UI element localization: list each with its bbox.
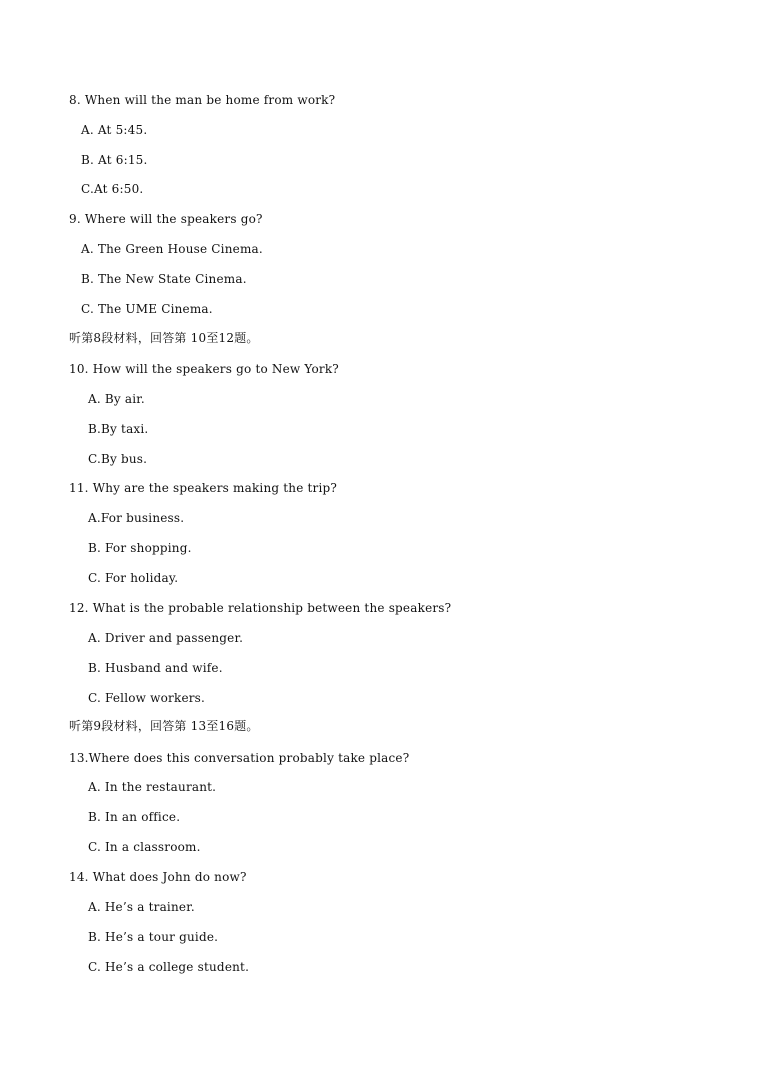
- question-12-option-c: C. Fellow workers.: [88, 691, 206, 705]
- question-14-option-c: C. He’s a college student.: [88, 960, 250, 974]
- question-11-option-c: C. For holiday.: [88, 571, 179, 585]
- question-10-option-b: B.By taxi.: [88, 422, 149, 436]
- question-9-option-a: A. The Green House Cinema.: [81, 242, 263, 256]
- question-8-option-b: B. At 6:15.: [81, 153, 148, 167]
- question-11: 11. Why are the speakers making the trip?: [69, 481, 338, 495]
- section-9-instruction: 听第9段材料，回答第 13至16题。: [69, 719, 259, 733]
- question-8-option-c: C.At 6:50.: [81, 182, 144, 196]
- question-12: 12. What is the probable relationship between the speakers?: [69, 601, 452, 615]
- question-8: 8. When will the man be home from work?: [69, 93, 336, 107]
- question-9-option-c: C. The UME Cinema.: [81, 302, 213, 316]
- question-11-option-a: A.For business.: [88, 511, 185, 525]
- question-9-option-b: B. The New State Cinema.: [81, 272, 247, 286]
- question-14: 14. What does John do now?: [69, 870, 247, 884]
- question-13: 13.Where does this conversation probably take place?: [69, 751, 410, 765]
- question-10-option-a: A. By air.: [88, 392, 145, 406]
- question-10: 10. How will the speakers go to New York?: [69, 362, 339, 376]
- question-12-option-b: B. Husband and wife.: [88, 661, 223, 675]
- question-13-option-b: B. In an office.: [88, 810, 181, 824]
- question-14-option-a: A. He’s a trainer.: [88, 900, 195, 914]
- question-12-option-a: A. Driver and passenger.: [88, 631, 244, 645]
- question-8-option-a: A. At 5:45.: [81, 123, 148, 137]
- question-9: 9. Where will the speakers go?: [69, 212, 263, 226]
- section-8-instruction: 听第8段材料，回答第 10至12题。: [69, 331, 259, 345]
- question-13-option-a: A. In the restaurant.: [88, 780, 217, 794]
- question-14-option-b: B. He’s a tour guide.: [88, 930, 219, 944]
- question-11-option-b: B. For shopping.: [88, 541, 192, 555]
- question-13-option-c: C. In a classroom.: [88, 840, 201, 854]
- question-10-option-c: C.By bus.: [88, 452, 148, 466]
